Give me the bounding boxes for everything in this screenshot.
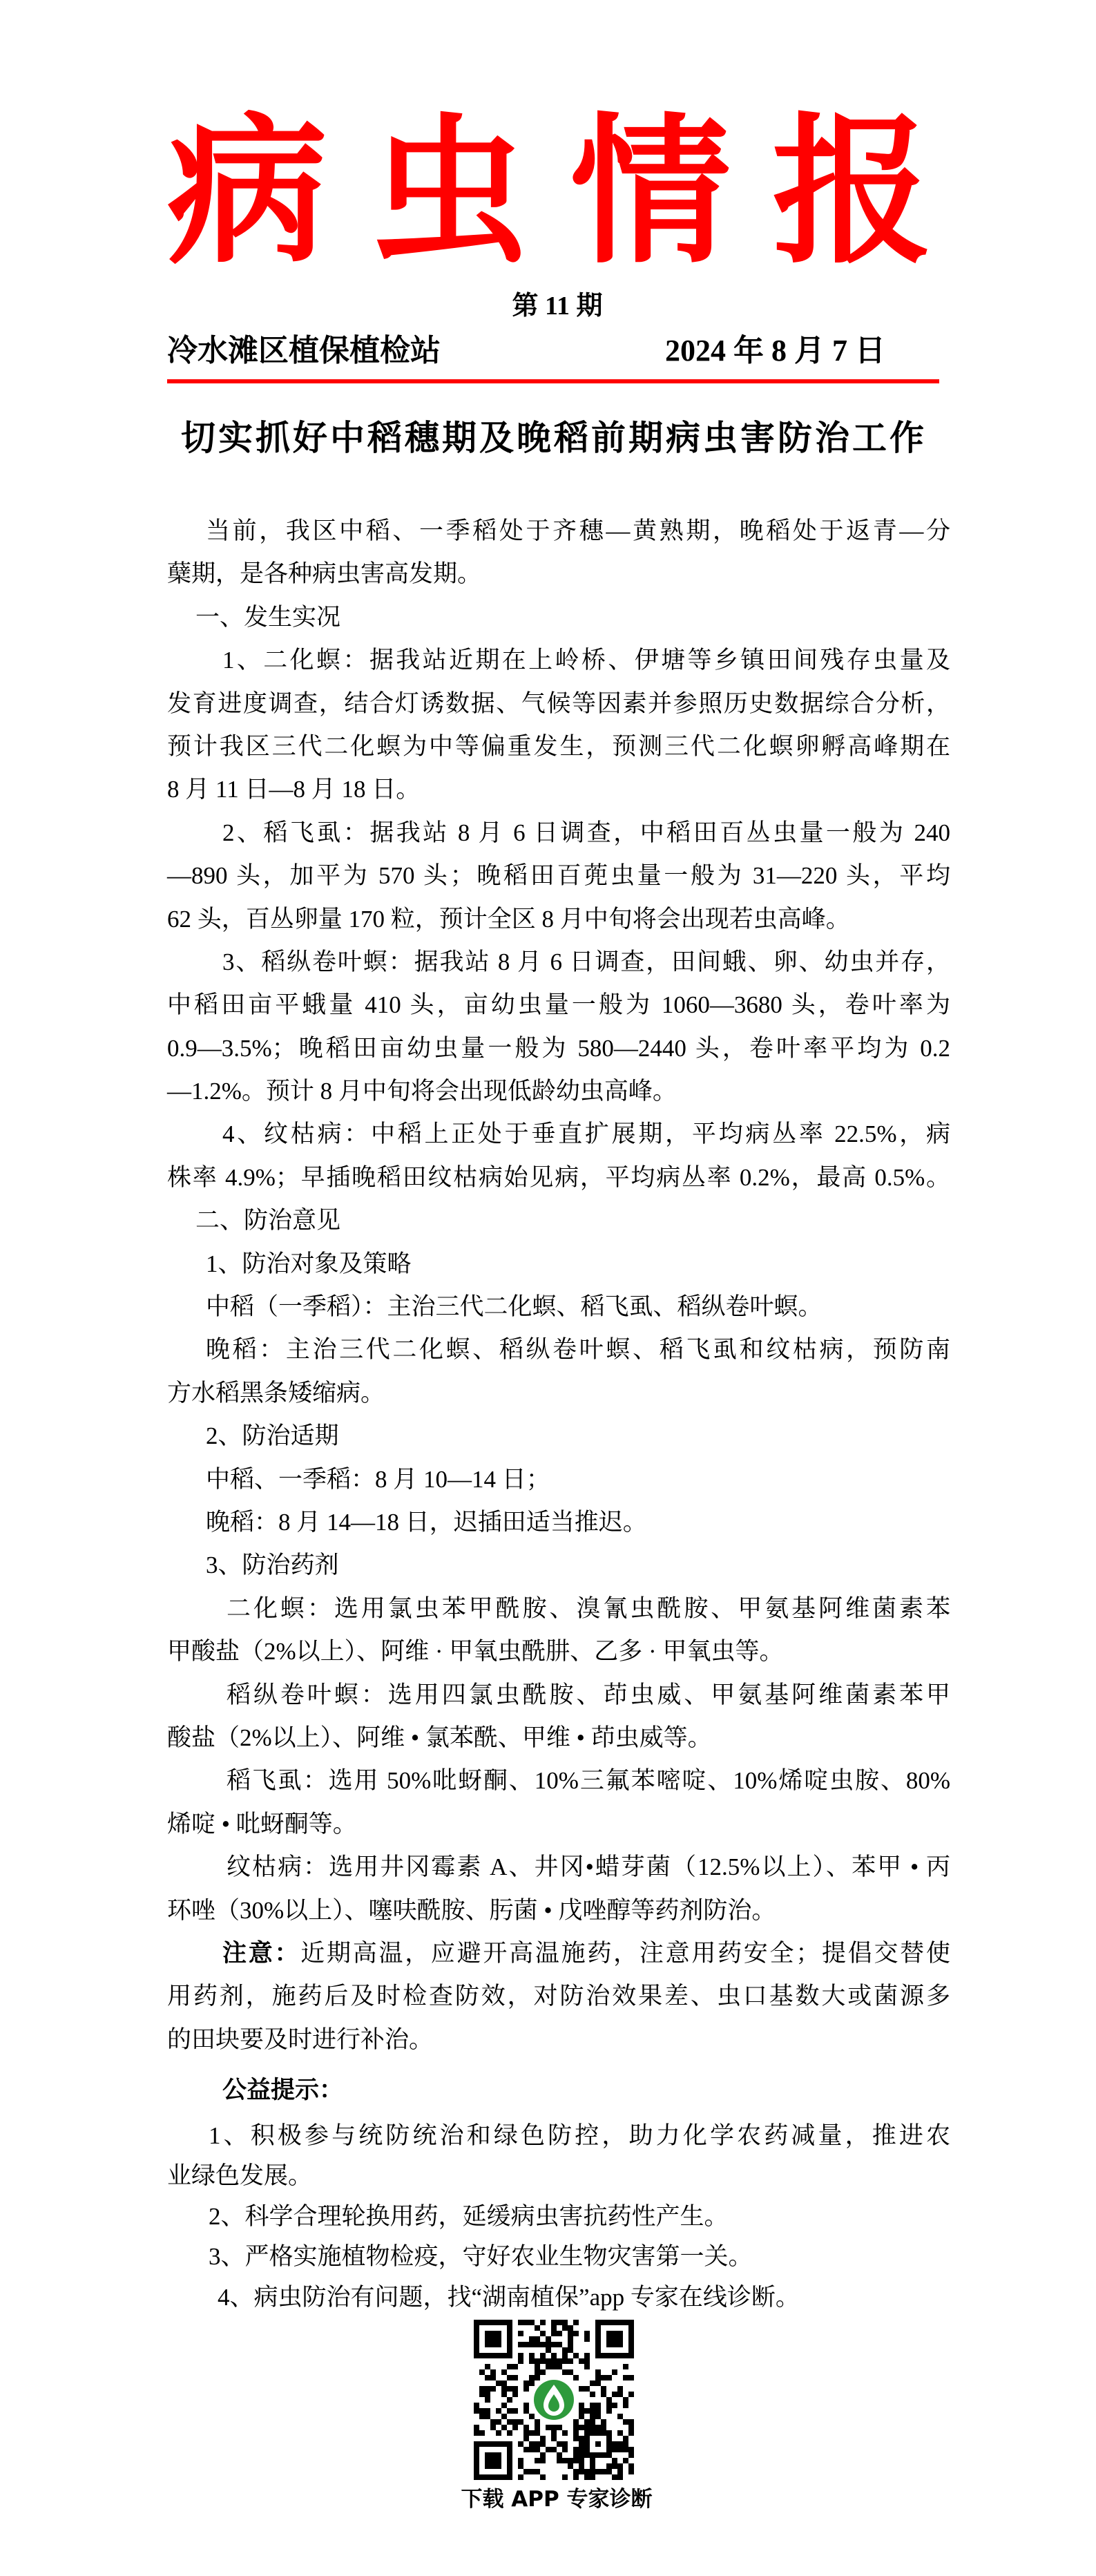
qr-caption: 下载 APP 专家诊断 <box>461 2487 653 2512</box>
occurrence-item-line: —1.2%。预计 8 月中旬将会出现低龄幼虫高峰。 <box>167 1078 677 1105</box>
notice-heading: 公益提示： <box>222 2077 344 2103</box>
masthead-title: 病虫情报 <box>167 99 974 285</box>
pesticide-line: 二化螟：选用氯虫苯甲酰胺、溴氰虫酰胺、甲氨基阿维菌素苯 <box>227 1594 950 1622</box>
pesticide-line: 酸盐（2%以上）、阿维 • 氯苯酰、甲维 • 茚虫威等。 <box>167 1724 712 1751</box>
caution-line: 用药剂，施药后及时检查防效，对防治效果差、虫口基数大或菌源多 <box>167 1983 950 2010</box>
intro-line: 当前，我区中稻、一季稻处于齐穗—黄熟期，晚稻处于返青—分 <box>206 517 950 544</box>
occurrence-item-line: 62 头，百丛卵量 170 粒，预计全区 8 月中旬将会出现若虫高峰。 <box>167 905 850 933</box>
targets-line: 晚稻：主治三代二化螟、稻纵卷叶螟、稻飞虱和纹枯病，预防南 <box>206 1336 950 1364</box>
subsection-heading-targets: 1、防治对象及策略 <box>206 1250 412 1277</box>
occurrence-item-line: 株率 4.9%；早插晚稻田纹枯病始见病，平均病丛率 0.2%，最高 0.5%。 <box>167 1163 950 1191</box>
occurrence-item-line: 预计我区三代二化螟为中等偏重发生，预测三代二化螟卵孵高峰期在 <box>167 732 950 760</box>
timing-line: 中稻、一季稻：8 月 10—14 日； <box>206 1465 550 1493</box>
qr-logo-icon <box>530 2376 577 2423</box>
occurrence-item-line: 中稻田亩平蛾量 410 头，亩幼虫量一般为 1060—3680 头，卷叶率为 <box>167 991 950 1019</box>
subsection-heading-timing: 2、防治适期 <box>206 1422 339 1450</box>
occurrence-item-line: 1、二化螟：据我站近期在上岭桥、伊塘等乡镇田间残存虫量及 <box>222 647 950 674</box>
pesticide-line: 纹枯病：选用井冈霉素 A、井冈•蜡芽菌（12.5%以上）、苯甲 • 丙 <box>227 1853 950 1881</box>
pesticide-line: 稻纵卷叶螟：选用四氯虫酰胺、茚虫威、甲氨基阿维菌素苯甲 <box>227 1681 950 1708</box>
article-headline: 切实抓好中稻穗期及晚稻前期病虫害防治工作 <box>181 418 927 458</box>
subsection-heading-pesticides: 3、防治药剂 <box>206 1552 339 1579</box>
notice-line: 3、严格实施植物检疫，守好农业生物灾害第一关。 <box>209 2243 753 2270</box>
caution-line: 的田块要及时进行补治。 <box>167 2025 434 2053</box>
issue-date: 2024 年 8 月 7 日 <box>665 334 885 368</box>
caution-label: 注意： <box>222 1939 301 1967</box>
section-heading-control: 二、防治意见 <box>195 1207 341 1234</box>
pesticide-line: 烯啶 • 吡蚜酮等。 <box>167 1810 357 1838</box>
occurrence-item-line: 3、稻纵卷叶螟：据我站 8 月 6 日调查，田间蛾、卵、幼虫并存， <box>222 948 950 975</box>
occurrence-item-line: 8 月 11 日—8 月 18 日。 <box>167 776 421 803</box>
issuing-organization: 冷水滩区植保植检站 <box>167 333 441 368</box>
intro-line: 蘖期，是各种病虫害高发期。 <box>167 560 482 588</box>
pesticide-line: 环唑（30%以上）、噻呋酰胺、肟菌 • 戊唑醇等药剂防治。 <box>167 1896 776 1924</box>
notice-line: 业绿色发展。 <box>167 2162 313 2189</box>
caution-text: 近期高温，应避开高温施药，注意用药安全；提倡交替使 <box>300 1939 950 1967</box>
pesticide-line: 稻飞虱：选用 50%吡蚜酮、10%三氟苯嘧啶、10%烯啶虫胺、80% <box>227 1767 950 1795</box>
section-heading-occurrence: 一、发生实况 <box>195 603 341 631</box>
qr-code <box>474 2320 634 2480</box>
caution-line <box>167 1932 950 1975</box>
targets-line: 中稻（一季稻）：主治三代二化螟、稻飞虱、稻纵卷叶螟。 <box>206 1293 823 1321</box>
header-divider <box>167 379 939 383</box>
issue-number: 第 11 期 <box>512 292 603 321</box>
occurrence-item-line: 2、稻飞虱：据我站 8 月 6 日调查，中稻田百丛虫量一般为 240 <box>222 819 950 846</box>
occurrence-item-line: 0.9—3.5%；晚稻田亩幼虫量一般为 580—2440 头，卷叶率平均为 0.2 <box>167 1034 950 1062</box>
targets-line: 方水稻黑条矮缩病。 <box>167 1379 385 1406</box>
occurrence-item-line: 发育进度调查，结合灯诱数据、气候等因素并参照历史数据综合分析， <box>167 689 950 717</box>
article-body <box>167 510 950 2061</box>
notice-line: 2、科学合理轮换用药，延缓病虫害抗药性产生。 <box>209 2202 729 2230</box>
notice-line: 4、病虫防治有问题，找“湖南植保”app 专家在线诊断。 <box>218 2283 800 2311</box>
occurrence-item-line: —890 头，加平为 570 头；晚稻田百蔸虫量一般为 31—220 头，平均 <box>167 862 950 890</box>
qr-code-graphic <box>474 2320 634 2480</box>
timing-line: 晚稻：8 月 14—18 日，迟插田适当推迟。 <box>206 1508 647 1536</box>
pesticide-line: 甲酸盐（2%以上）、阿维 · 甲氧虫酰肼、乙多 · 甲氧虫等。 <box>167 1638 784 1666</box>
public-notice <box>167 2070 950 2318</box>
notice-line: 1、积极参与统防统治和绿色防控，助力化学农药减量，推进农 <box>209 2121 950 2149</box>
occurrence-item-line: 4、纹枯病：中稻上正处于垂直扩展期，平均病丛率 22.5%，病 <box>222 1120 950 1148</box>
